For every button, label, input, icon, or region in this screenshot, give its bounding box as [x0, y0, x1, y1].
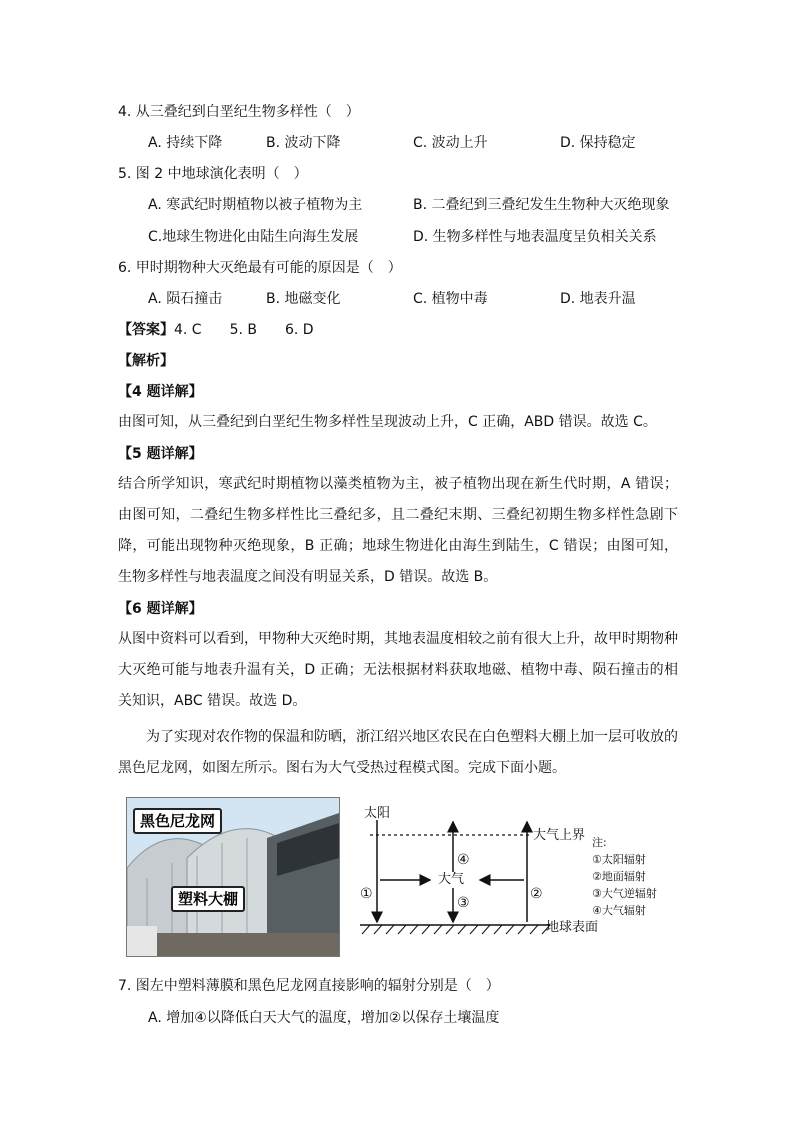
q7-stem: 7. 图左中塑料薄膜和黑色尼龙网直接影响的辐射分别是（ ） — [118, 978, 500, 994]
legend-item-1: ①太阳辐射 — [592, 853, 646, 866]
detail5-label: 【5 题详解】 — [118, 446, 203, 462]
ground-surface-label: 地球表面 — [546, 920, 599, 935]
q4-option-d: D. 保持稳定 — [560, 135, 636, 151]
legend-item-4: ④大气辐射 — [592, 904, 646, 917]
q4-option-b: B. 波动下降 — [266, 135, 341, 151]
detail6-label: 【6 题详解】 — [118, 601, 203, 617]
diagram-legend — [592, 834, 657, 919]
atmosphere-label: 大气 — [438, 872, 465, 887]
label-3: ③ — [457, 895, 470, 911]
label-4: ④ — [457, 852, 470, 868]
intro-paragraph: 为了实现对农作物的保温和防晒，浙江绍兴地区农民在白色塑料大棚上加一层可收放的黑色尼龙网，如图左所示。图右为大气受热过程模式图。完成下面小题。 — [118, 729, 678, 776]
sun-label: 太阳 — [364, 806, 391, 821]
ground-hatching — [362, 925, 550, 934]
answer-label: 【答案】 — [118, 322, 174, 338]
q7-option-a: A. 增加④以降低白天大气的温度，增加②以保存土壤温度 — [148, 1010, 500, 1026]
legend-item-3: ③大气逆辐射 — [592, 887, 657, 900]
label-2: ② — [530, 886, 543, 902]
plastic-greenhouse-label: 塑料大棚 — [171, 886, 245, 912]
answer-text: 4. C 5. B 6. D — [174, 322, 314, 338]
detail4-text: 由图可知，从三叠纪到白垩纪生物多样性呈现波动上升，C 正确，ABD 错误。故选 C。 — [118, 414, 657, 430]
q6-option-c: C. 植物中毒 — [413, 291, 488, 307]
legend-item-2: ②地面辐射 — [592, 870, 646, 883]
q5-stem: 5. 图 2 中地球演化表明（ ） — [118, 166, 308, 182]
label-1: ① — [360, 886, 373, 902]
q4-option-c: C. 波动上升 — [413, 135, 488, 151]
q5-option-d: D. 生物多样性与地表温度呈负相关关系 — [413, 229, 657, 245]
q4-option-a: A. 持续下降 — [148, 135, 223, 151]
nylon-net-label: 黑色尼龙网 — [133, 808, 222, 834]
detail4-label: 【4 题详解】 — [118, 384, 203, 400]
q5-option-b: B. 二叠纪到三叠纪发生生物种大灭绝现象 — [413, 197, 670, 213]
legend-title: 注: — [592, 836, 607, 849]
atmosphere-top-label: 大气上界 — [533, 828, 586, 843]
q4-stem: 4. 从三叠纪到白垩纪生物多样性（ ） — [118, 104, 360, 120]
greenhouse-photo — [126, 797, 340, 957]
detail6-text: 从图中资料可以看到，甲物种大灭绝时期，其地表温度相较之前有很大上升，故甲时期物种大灭绝可能与地表升温有关，D 正确；无法根据材料获取地磁、植物中毒、陨石撞击的相关知识，ABC 错误。故选 D。 — [118, 631, 678, 709]
q6-stem: 6. 甲时期物种大灭绝最有可能的原因是（ ） — [118, 260, 402, 276]
analysis-label: 【解析】 — [118, 353, 174, 369]
answer-line — [118, 320, 314, 340]
q5-option-c: C.地球生物进化由陆生向海生发展 — [148, 229, 359, 245]
q6-option-d: D. 地表升温 — [560, 291, 636, 307]
q5-option-a: A. 寒武纪时期植物以被子植物为主 — [148, 197, 363, 213]
q6-option-a: A. 陨石撞击 — [148, 291, 223, 307]
atmosphere-heating-diagram — [350, 800, 680, 950]
q6-option-b: B. 地磁变化 — [266, 291, 341, 307]
detail5-text: 结合所学知识，寒武纪时期植物以藻类植物为主，被子植物出现在新生代时期，A 错误；由图可知，二叠纪生物多样性比三叠纪多，且二叠纪末期、三叠纪初期生物多样性急剧下降，可能出现物种灭绝现象，B 正确；地球生物进化由海生到陆生，C 错误；由图可知，生物多样性与地表温度之间没有明显关系，D 错误。故选 B。 — [118, 476, 678, 585]
